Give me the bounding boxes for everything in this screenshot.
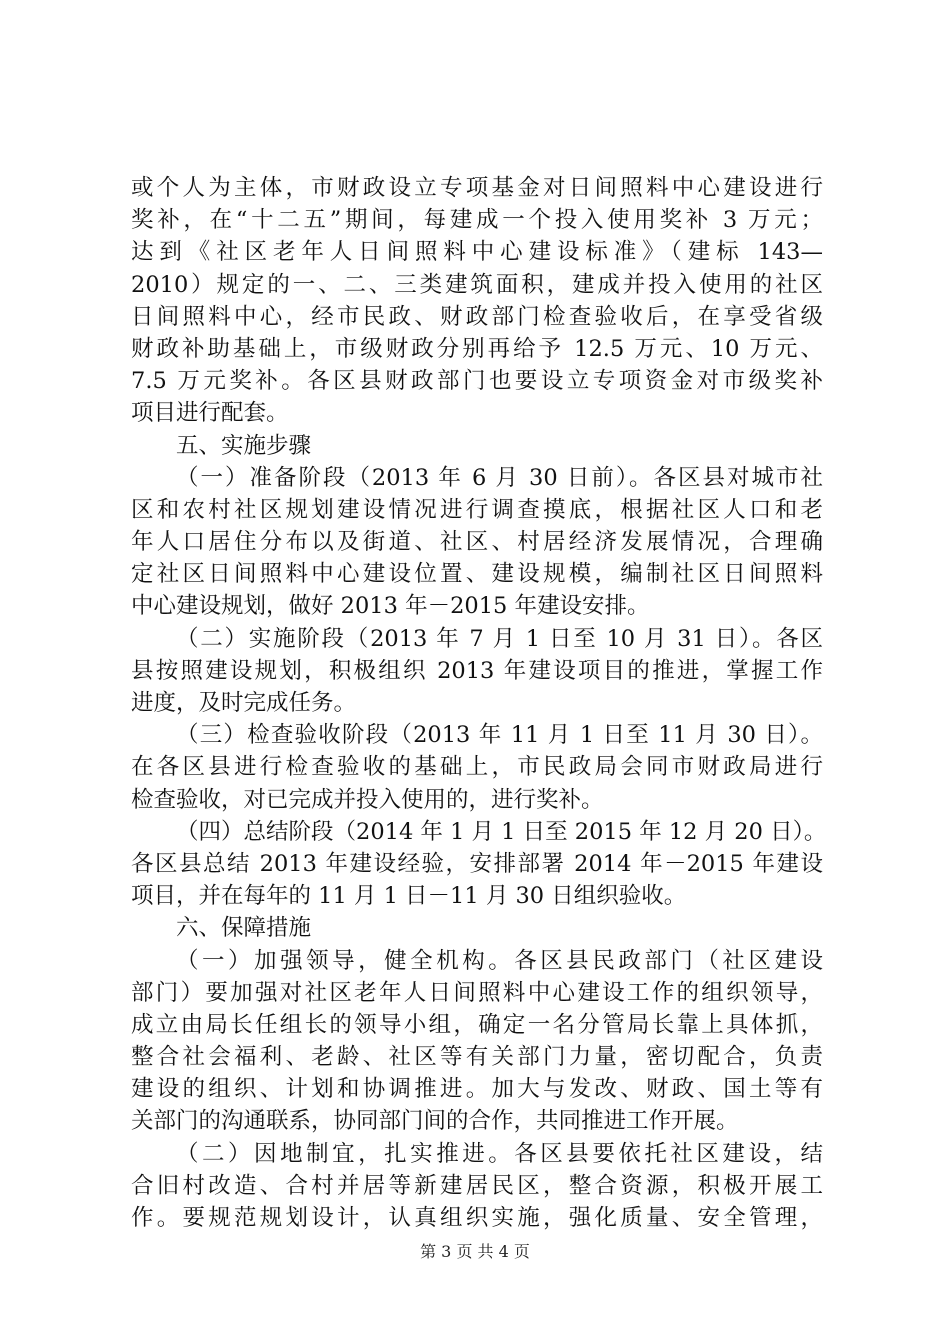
text-line: 建设的组织、计划和协调推进。加大与发改、财政、国土等有 xyxy=(131,1076,823,1103)
paragraph-step-4 xyxy=(131,816,827,913)
page-footer xyxy=(0,1242,950,1262)
section-heading: 五、实施步骤 xyxy=(176,432,312,459)
text-line: 进度，及时完成任务。 xyxy=(131,690,357,716)
text-line: （四）总结阶段（2014 年 1 月 1 日至 2015 年 12 月 20 日）。 xyxy=(176,818,827,845)
text-line: 整合社会福利、老龄、社区等有关部门力量，密切配合，负责 xyxy=(131,1044,823,1071)
text-line: 项目，并在每年的 11 月 1 日－11 月 30 日组织验收。 xyxy=(131,883,687,910)
section-heading-measures xyxy=(131,912,823,944)
text-line: 各区县总结 2013 年建设经验，安排部署 2014 年－2015 年建设 xyxy=(131,850,823,877)
text-line: 日间照料中心，经市民政、财政部门检查验收后，在享受省级 xyxy=(131,303,823,330)
paragraph-reward xyxy=(131,172,823,430)
page-number-label: 第 3 页 共 4 页 xyxy=(420,1242,530,1261)
text-line: （二）因地制宜，扎实推进。各区县要依托社区建设，结 xyxy=(176,1140,823,1167)
text-line: 2010）规定的一、二、三类建筑面积，建成并投入使用的社区 xyxy=(131,271,823,298)
text-line: 县按照建设规划，积极组织 2013 年建设项目的推进，掌握工作 xyxy=(131,657,823,684)
text-line: 部门）要加强对社区老年人日间照料中心建设工作的组织领导， xyxy=(131,979,823,1006)
text-line: 财政补助基础上，市级财政分别再给予 12.5 万元、10 万元、 xyxy=(131,335,823,362)
text-line: 合旧村改造、合村并居等新建居民区，整合资源，积极开展工 xyxy=(131,1172,823,1199)
text-line: 成立由局长任组长的领导小组，确定一名分管局长靠上具体抓， xyxy=(131,1011,823,1038)
text-line: 作。要规范规划设计，认真组织实施，强化质量、安全管理， xyxy=(131,1205,823,1231)
paragraph-step-1 xyxy=(131,462,823,623)
text-line: 定社区日间照料中心建设位置、建设规模，编制社区日间照料 xyxy=(131,561,823,588)
paragraph-step-2 xyxy=(131,623,823,720)
text-line: 检查验收，对已完成并投入使用的，进行奖补。 xyxy=(131,786,604,813)
paragraph-measure-2 xyxy=(131,1138,823,1235)
text-line: 项目进行配套。 xyxy=(131,400,289,427)
text-line: （三）检查验收阶段（2013 年 11 月 1 日至 11 月 30 日）。 xyxy=(176,722,823,749)
text-line: 中心建设规划，做好 2013 年－2015 年建设安排。 xyxy=(131,593,650,620)
text-line: （一）准备阶段（2013 年 6 月 30 日前）。各区县对城市社 xyxy=(176,464,823,491)
paragraph-step-3 xyxy=(131,719,823,816)
section-heading: 六、保障措施 xyxy=(176,915,312,942)
text-line: （二）实施阶段（2013 年 7 月 1 日至 10 月 31 日）。各区 xyxy=(176,625,823,652)
text-line: （一）加强领导，健全机构。各区县民政部门（社区建设 xyxy=(176,947,823,974)
text-line: 或个人为主体，市财政设立专项基金对日间照料中心建设进行 xyxy=(131,175,823,201)
text-line: 奖补，在“十二五”期间，每建成一个投入使用奖补 3 万元； xyxy=(131,207,823,234)
section-heading-steps xyxy=(131,430,823,462)
text-line: 达到《社区老年人日间照料中心建设标准》（建标 143— xyxy=(131,239,823,266)
text-line: 区和农村社区规划建设情况进行调查摸底，根据社区人口和老 xyxy=(131,496,823,523)
text-line: 7.5 万元奖补。各区县财政部门也要设立专项资金对市级奖补 xyxy=(131,368,823,395)
text-line: 在各区县进行检查验收的基础上，市民政局会同市财政局进行 xyxy=(131,754,823,781)
paragraph-measure-1 xyxy=(131,945,823,1138)
document-body xyxy=(131,172,827,1234)
text-line: 年人口居住分布以及街道、社区、村居经济发展情况，合理确 xyxy=(131,529,823,556)
text-line: 关部门的沟通联系，协同部门间的合作，共同推进工作开展。 xyxy=(131,1108,739,1135)
